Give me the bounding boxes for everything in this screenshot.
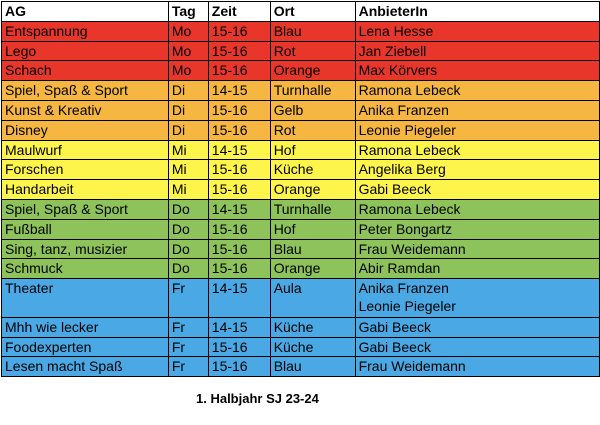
cell-anbieterin: Abir Ramdan bbox=[355, 259, 599, 279]
cell-zeit: 15-16 bbox=[208, 219, 270, 239]
cell-ag: Sing, tanz, musizier bbox=[2, 239, 169, 259]
table-row bbox=[2, 21, 600, 41]
cell-line: Anika Franzen bbox=[358, 280, 449, 297]
cell-anbieterin: Ramona Lebeck bbox=[355, 140, 599, 160]
schedule-table bbox=[1, 1, 600, 377]
cell-ort: Blau bbox=[270, 239, 355, 259]
table-row bbox=[2, 41, 600, 61]
cell-ort: Blau bbox=[270, 357, 355, 377]
cell-tag: Mo bbox=[168, 21, 208, 41]
table-row bbox=[2, 357, 600, 377]
cell-zeit: 15-16 bbox=[208, 259, 270, 279]
cell-ag: Theater bbox=[2, 279, 169, 318]
cell-zeit: 15-16 bbox=[208, 337, 270, 357]
table-row bbox=[2, 259, 600, 279]
cell-ort: Orange bbox=[270, 180, 355, 200]
cell-tag: Do bbox=[168, 239, 208, 259]
header-zeit: Zeit bbox=[208, 2, 270, 22]
cell-ag: Lego bbox=[2, 41, 169, 61]
cell-ort: Rot bbox=[270, 120, 355, 140]
cell-ort: Turnhalle bbox=[270, 199, 355, 219]
cell-tag: Do bbox=[168, 259, 208, 279]
cell-line: Leonie Piegeler bbox=[358, 298, 456, 315]
cell-ag: Lesen macht Spaß bbox=[2, 357, 169, 377]
cell-zeit: 15-16 bbox=[208, 41, 270, 61]
cell-zeit: 15-16 bbox=[208, 61, 270, 81]
cell-ag: Spiel, Spaß & Sport bbox=[2, 199, 169, 219]
table-row bbox=[2, 61, 600, 81]
header-row bbox=[2, 2, 600, 22]
cell-tag: Fr bbox=[168, 279, 208, 318]
cell-anbieterin: Angelika Berg bbox=[355, 160, 599, 180]
cell-ort: Orange bbox=[270, 259, 355, 279]
cell-tag: Fr bbox=[168, 337, 208, 357]
table-row bbox=[2, 180, 600, 200]
cell-tag: Mi bbox=[168, 160, 208, 180]
cell-zeit: 15-16 bbox=[208, 239, 270, 259]
cell-ag: Disney bbox=[2, 120, 169, 140]
cell-anbieterin: Ramona Lebeck bbox=[355, 81, 599, 101]
cell-ort: Turnhalle bbox=[270, 81, 355, 101]
cell-ort: Küche bbox=[270, 337, 355, 357]
cell-ort: Küche bbox=[270, 160, 355, 180]
table-row bbox=[2, 239, 600, 259]
cell-ag: Entspannung bbox=[2, 21, 169, 41]
table-row bbox=[2, 81, 600, 101]
cell-anbieterin: Frau Weidemann bbox=[355, 239, 599, 259]
cell-ag: Fußball bbox=[2, 219, 169, 239]
table-row bbox=[2, 317, 600, 337]
cell-tag: Di bbox=[168, 81, 208, 101]
cell-ort: Aula bbox=[270, 279, 355, 318]
cell-anbieterin: Lena Hesse bbox=[355, 21, 599, 41]
cell-tag: Mo bbox=[168, 61, 208, 81]
cell-zeit: 14-15 bbox=[208, 317, 270, 337]
table-row bbox=[2, 120, 600, 140]
cell-tag: Mi bbox=[168, 140, 208, 160]
header-ag: AG bbox=[2, 2, 169, 22]
cell-anbieterin: Gabi Beeck bbox=[355, 180, 599, 200]
cell-ort: Hof bbox=[270, 219, 355, 239]
cell-zeit: 15-16 bbox=[208, 120, 270, 140]
cell-ag: Forschen bbox=[2, 160, 169, 180]
cell-tag: Mo bbox=[168, 41, 208, 61]
cell-zeit: 15-16 bbox=[208, 100, 270, 120]
cell-ort: Rot bbox=[270, 41, 355, 61]
cell-ort: Blau bbox=[270, 21, 355, 41]
semester-caption: 1. Halbjahr SJ 23-24 bbox=[196, 391, 319, 406]
table-row bbox=[2, 199, 600, 219]
cell-zeit: 15-16 bbox=[208, 21, 270, 41]
cell-ag: Mhh wie lecker bbox=[2, 317, 169, 337]
table-row bbox=[2, 140, 600, 160]
cell-anbieterin: Ramona Lebeck bbox=[355, 199, 599, 219]
cell-tag: Do bbox=[168, 199, 208, 219]
cell-anbieterin: Anika Franzen bbox=[355, 100, 599, 120]
cell-tag: Di bbox=[168, 100, 208, 120]
cell-anbieterin: Frau Weidemann bbox=[355, 357, 599, 377]
cell-zeit: 15-16 bbox=[208, 180, 270, 200]
table-row bbox=[2, 100, 600, 120]
table-row bbox=[2, 219, 600, 239]
table-row bbox=[2, 279, 600, 318]
cell-ag: Kunst & Kreativ bbox=[2, 100, 169, 120]
cell-zeit: 14-15 bbox=[208, 81, 270, 101]
cell-ort: Küche bbox=[270, 317, 355, 337]
cell-tag: Fr bbox=[168, 317, 208, 337]
cell-zeit: 14-15 bbox=[208, 279, 270, 318]
cell-ort: Gelb bbox=[270, 100, 355, 120]
cell-anbieterin: Peter Bongartz bbox=[355, 219, 599, 239]
cell-zeit: 15-16 bbox=[208, 357, 270, 377]
cell-zeit: 15-16 bbox=[208, 160, 270, 180]
schedule-body bbox=[2, 21, 600, 376]
table-row bbox=[2, 337, 600, 357]
cell-anbieterin: Gabi Beeck bbox=[355, 337, 599, 357]
cell-anbieterin: Gabi Beeck bbox=[355, 317, 599, 337]
cell-anbieterin: Max Körvers bbox=[355, 61, 599, 81]
cell-tag: Mi bbox=[168, 180, 208, 200]
cell-tag: Fr bbox=[168, 357, 208, 377]
cell-tag: Do bbox=[168, 219, 208, 239]
header-ort: Ort bbox=[270, 2, 355, 22]
cell-ag: Maulwurf bbox=[2, 140, 169, 160]
cell-ort: Hof bbox=[270, 140, 355, 160]
cell-anbieterin bbox=[355, 279, 599, 318]
cell-anbieterin: Jan Ziebell bbox=[355, 41, 599, 61]
header-anbieterin: AnbieterIn bbox=[355, 2, 599, 22]
table-row bbox=[2, 160, 600, 180]
cell-ag: Handarbeit bbox=[2, 180, 169, 200]
cell-ag: Foodexperten bbox=[2, 337, 169, 357]
cell-anbieterin: Leonie Piegeler bbox=[355, 120, 599, 140]
cell-ag: Schach bbox=[2, 61, 169, 81]
cell-ag: Schmuck bbox=[2, 259, 169, 279]
cell-tag: Di bbox=[168, 120, 208, 140]
header-tag: Tag bbox=[168, 2, 208, 22]
cell-ort: Orange bbox=[270, 61, 355, 81]
cell-ag: Spiel, Spaß & Sport bbox=[2, 81, 169, 101]
cell-zeit: 14-15 bbox=[208, 140, 270, 160]
cell-zeit: 14-15 bbox=[208, 199, 270, 219]
